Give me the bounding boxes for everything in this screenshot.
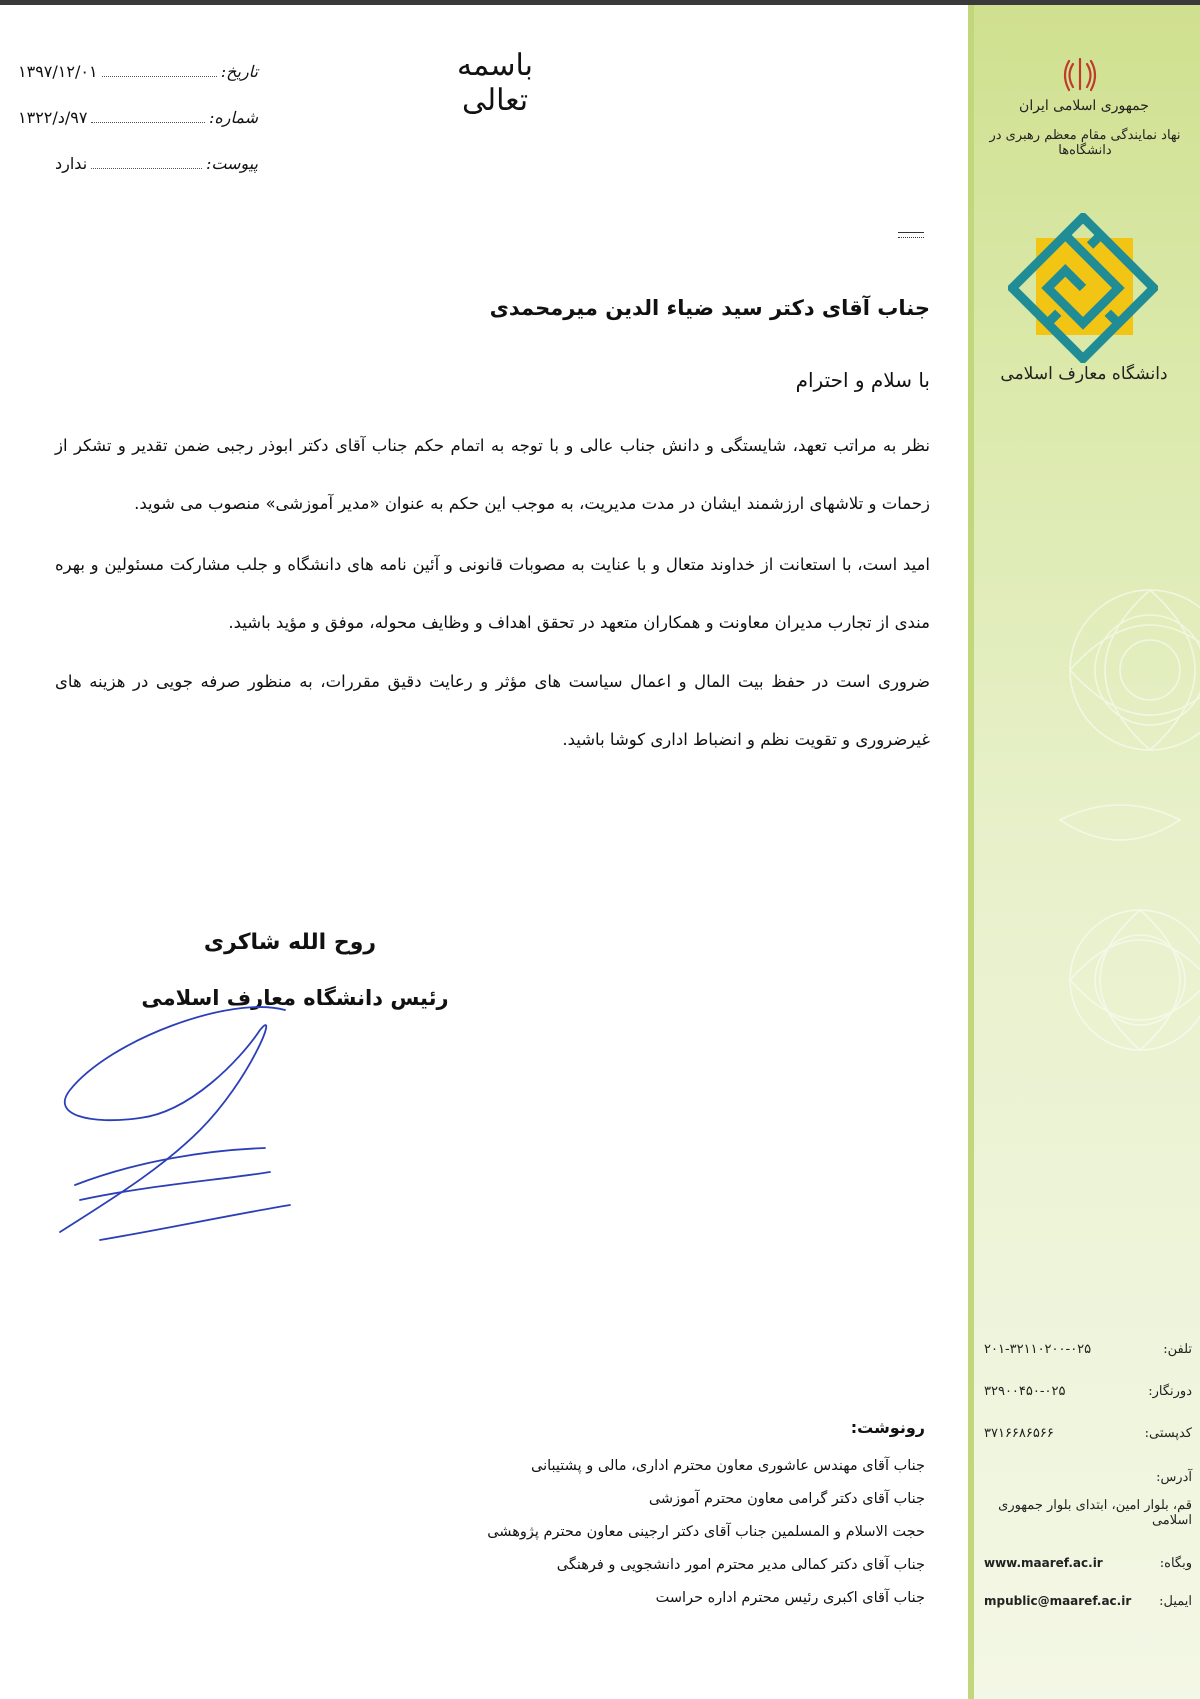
contact-postal	[984, 1426, 1192, 1441]
address-label: آدرس:	[1156, 1470, 1192, 1485]
cc-recipient: جناب آقای دکتر گرامی معاون محترم آموزشی	[648, 1491, 925, 1507]
contact-email	[984, 1594, 1192, 1609]
address-value: قم، بلوار امین، ابتدای بلوار جمهوری اسلامی	[998, 1498, 1192, 1528]
email-link[interactable]: mpublic@maaref.ac.ir	[984, 1594, 1132, 1608]
email-label: ایمیل:	[1159, 1594, 1192, 1609]
fax-value: ۳۲۹۰۰۴۵۰-۰۲۵	[984, 1384, 1066, 1399]
paragraph-3: ضروری است در حفظ بیت المال و اعمال سیاست های مؤثر و رعایت دقیق مقررات، به منظور صرفه جویی در هزینه های غیرضروری و تقویت نظم و انضباط اداری کوشا باشید.	[55, 672, 930, 749]
dotted-line	[91, 121, 205, 123]
dotted-line	[91, 167, 202, 169]
number-label: شماره:	[208, 108, 258, 127]
paragraph-1: نظر به مراتب تعهد، شایستگی و دانش جناب عالی و با توجه به اتمام حکم جناب آقای دکتر ابوذر رجبی ضمن تقدیر و تشکر از زحمات و تلاشهای ارزشمند ایشان در مدت مدیریت، به موجب این حکم به عنوان «مدیر آموزشی» منصوب می شوید.	[55, 436, 930, 513]
number-row	[18, 108, 258, 127]
cc-title: رونوشت:	[850, 1418, 925, 1437]
recipient-name: جناب آقای دکتر سید ضیاء الدین میرمحمدی	[489, 296, 930, 320]
cc-recipient: حجت الاسلام و المسلمین جناب آقای دکتر ارجینی معاون محترم پژوهشی	[487, 1524, 925, 1540]
attachment-value: ندارد	[55, 154, 88, 173]
dotted-line	[102, 75, 217, 77]
arabesque-ornament	[1030, 560, 1200, 1120]
phone-label: تلفن:	[1163, 1342, 1192, 1357]
paragraph-2: امید است، با استعانت از خداوند متعال و با عنایت به مصوبات قانونی و آئین نامه های دانشگاه و جلب مشارکت مسئولین و بهره مندی از تجارب مدیران معاونت و همکاران متعهد در تحقق اهداف و وظایف محوله، موفق و مؤید باشید.	[55, 555, 930, 632]
university-logo-icon	[1008, 213, 1158, 363]
attachment-label: پیوست:	[205, 154, 258, 173]
handwritten-signature	[50, 1000, 310, 1250]
number-value: ۹۷/د/۱۳۲۲	[18, 108, 88, 127]
cc-recipient: جناب آقای دکتر کمالی مدیر محترم امور دانشجویی و فرهنگی	[556, 1557, 925, 1573]
contact-fax	[984, 1384, 1192, 1399]
date-value: ۱۳۹۷/۱۲/۰۱	[18, 62, 98, 81]
website-label: وبگاه:	[1159, 1556, 1192, 1571]
university-name: دانشگاه معارف اسلامی	[1000, 364, 1168, 384]
salutation: با سلام و احترام	[795, 368, 930, 392]
website-link[interactable]: www.maaref.ac.ir	[984, 1556, 1103, 1570]
representative-office: نهاد نمایندگی مقام معظم رهبری در دانشگاه‌ها	[989, 128, 1181, 158]
cc-recipient: جناب آقای مهندس عاشوری معاون محترم اداری، مالی و پشتیبانی	[531, 1458, 925, 1474]
contact-address-label	[984, 1470, 1192, 1485]
basmala-heading: باسمه تعالی	[456, 48, 534, 118]
phone-value: ۲۰۱-۳۲۱۱۰۲۰۰-۰۲۵	[984, 1342, 1092, 1357]
iran-emblem-icon	[1060, 55, 1100, 95]
fax-label: دورنگار:	[1148, 1384, 1192, 1399]
country-name: جمهوری اسلامی ایران	[1019, 98, 1149, 114]
contact-website	[984, 1556, 1192, 1571]
cc-list	[300, 1450, 925, 1615]
contact-phone	[984, 1342, 1192, 1357]
signer-title: رئیس دانشگاه معارف اسلامی	[141, 986, 449, 1010]
dash-mark	[898, 232, 924, 238]
strip-edge	[968, 5, 974, 1699]
postal-value: ۳۷۱۶۶۸۶۵۶۶	[984, 1426, 1054, 1441]
date-label: تاریخ:	[220, 62, 258, 81]
signer-name: روح الله شاکری	[203, 930, 377, 955]
attachment-row	[55, 154, 258, 173]
date-row	[18, 62, 258, 81]
postal-label: کدپستی:	[1144, 1426, 1192, 1441]
cc-recipient: جناب آقای اکبری رئیس محترم اداره حراست	[655, 1590, 925, 1606]
